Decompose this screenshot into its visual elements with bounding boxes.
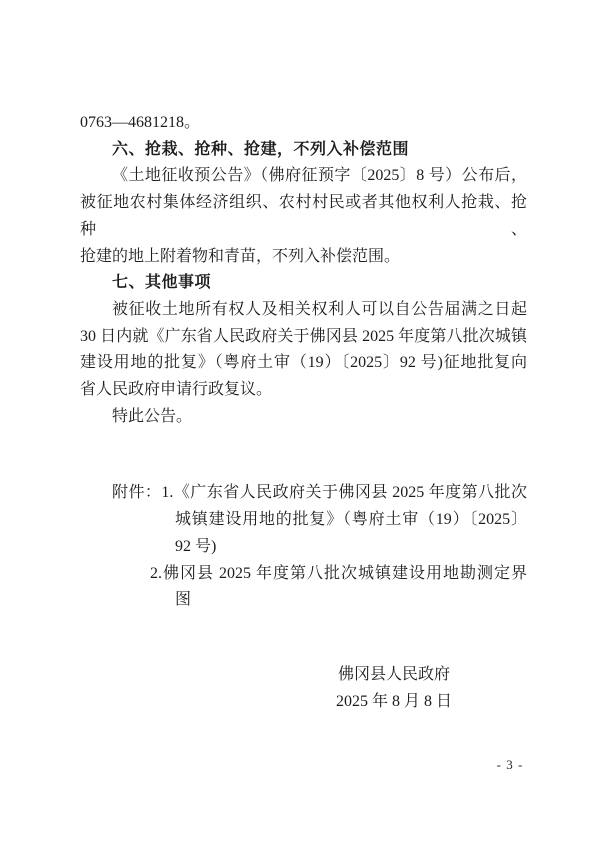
closing-line: 特此公告。 — [112, 407, 193, 425]
attachment-line: 城镇建设用地的批复》（粤府土审（19）〔2025〕 — [175, 511, 527, 529]
attachment-line: 92 号) — [175, 537, 217, 555]
section-6-heading: 六、抢栽、抢种、抢建，不列入补偿范围 — [112, 140, 410, 158]
section-6-line: 抢建的地上附着物和青苗，不列入补偿范围。 — [80, 247, 401, 265]
section-7-heading: 七、其他事项 — [112, 274, 212, 292]
section-7-line: 省人民政府申请行政复议。 — [80, 381, 273, 399]
attachment-line: 2.佛冈县 2025 年度第八批次城镇建设用地勘测定界 — [150, 564, 527, 582]
section-7-line: 30 日内就《广东省人民政府关于佛冈县 2025 年度第八批次城镇 — [80, 327, 527, 345]
signature-block — [319, 662, 469, 715]
section-7-line: 被征收土地所有权人及相关权利人可以自公告届满之日起 — [112, 300, 527, 318]
page-number: - 3 - — [496, 757, 524, 772]
section-6-line: 被征地农村集体经济组织、农村村民或者其他权利人抢栽、抢种、 — [80, 194, 527, 238]
vertical-gap — [80, 614, 527, 662]
section-6-line: 《土地征收预公告》（佛府征预字〔2025〕8 号）公布后， — [112, 167, 527, 185]
signature-date: 2025 年 8 月 8 日 — [335, 692, 452, 710]
vertical-gap — [80, 430, 527, 480]
signature-issuer: 佛冈县人民政府 — [337, 665, 450, 683]
continuation-line: 0763—4681218。 — [80, 114, 201, 131]
attachment-line: 附件：1.《广东省人民政府关于佛冈县 2025 年度第八批次 — [112, 484, 527, 502]
section-7-line: 建设用地的批复》（粤府土审（19）〔2025〕92 号)征地批复向 — [80, 354, 527, 372]
attachment-line: 图 — [175, 591, 192, 609]
document-body — [80, 110, 527, 715]
